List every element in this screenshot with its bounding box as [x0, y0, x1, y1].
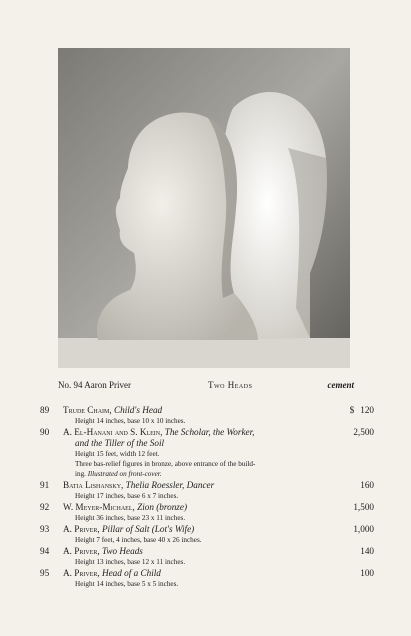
sculpture-image	[58, 48, 350, 368]
entry-details: Height 7 feet, 4 inches, base 40 x 26 inches.	[75, 536, 202, 544]
entry-title-line	[63, 427, 322, 438]
entry-number: 95	[40, 568, 50, 578]
entry-work: Two Heads	[101, 546, 143, 556]
entry-number: 94	[40, 546, 50, 556]
catalog-entry-90	[40, 427, 374, 479]
price-value: 120	[360, 405, 374, 415]
entry-price: 1,500	[353, 502, 374, 512]
caption-artist: Aaron Priver	[84, 380, 132, 390]
entry-work: Thelia Roessler, Dancer	[125, 480, 215, 490]
entry-work: Zion (bronze)	[137, 502, 188, 512]
entry-title-line	[63, 546, 322, 557]
entry-work: The Scholar, the Worker,	[164, 427, 255, 437]
catalog-entry-91	[40, 480, 374, 501]
entry-price: 100	[360, 568, 374, 578]
entry-artist: A. Priver,	[63, 524, 100, 534]
entry-details: Height 14 inches, base 10 x 10 inches.	[75, 417, 186, 425]
entry-title-line	[63, 480, 322, 491]
entry-artist: A. Priver,	[63, 568, 100, 578]
entry-work: Child's Head	[113, 405, 163, 415]
catalog-entry-89	[40, 405, 374, 426]
entry-details-3b: Illustrated on front-cover.	[87, 470, 162, 478]
sculpture-photograph	[58, 48, 350, 368]
caption-number: No. 94	[58, 380, 83, 390]
entry-title-line	[63, 405, 322, 416]
entry-details: Height 13 inches, base 12 x 11 inches.	[75, 558, 186, 566]
entry-price: 2,500	[353, 427, 374, 437]
entry-title-continued	[63, 438, 322, 449]
entry-work: Head of a Child	[101, 568, 161, 578]
entry-body	[63, 568, 328, 589]
entry-title-line	[63, 502, 322, 513]
entry-title-line	[63, 568, 322, 579]
caption-medium: cement	[327, 380, 354, 390]
entry-details-2: Three bas-relief figures in bronze, above entrance of the build-	[75, 460, 256, 468]
price-currency: $	[349, 405, 355, 415]
entry-body	[63, 502, 328, 523]
entry-artist: Batia Lishansky,	[63, 480, 124, 490]
entry-number: 92	[40, 502, 50, 512]
entry-artist: A. Priver,	[63, 546, 100, 556]
entry-details-3a: ing.	[75, 470, 86, 478]
plate-caption	[58, 380, 354, 390]
entry-work-continued: and the Tiller of the Soil	[75, 438, 165, 448]
entry-number: 93	[40, 524, 50, 534]
entry-price: 1,000	[353, 524, 374, 534]
entry-number: 90	[40, 427, 50, 437]
entry-details-3	[63, 469, 322, 479]
entry-details: Height 14 inches, base 5 x 5 inches.	[75, 580, 179, 588]
entry-title-line	[63, 524, 322, 535]
catalog-entry-94	[40, 546, 374, 567]
entry-artist: A. El-Hanani and S. Klein,	[63, 427, 163, 437]
catalog-entry-95	[40, 568, 374, 589]
entry-details: Height 15 feet, width 12 feet.	[75, 450, 160, 458]
entry-body	[63, 480, 328, 501]
entry-body	[63, 405, 328, 426]
entry-number: 91	[40, 480, 50, 490]
entry-price	[328, 405, 374, 415]
entry-artist: Trude Chaim,	[63, 405, 112, 415]
catalog-entry-93	[40, 524, 374, 545]
catalog-entry-92	[40, 502, 374, 523]
entry-price: 160	[360, 480, 374, 490]
entry-artist: W. Meyer-Michael,	[63, 502, 135, 512]
entry-work: Pillar of Salt (Lot's Wife)	[101, 524, 195, 534]
entry-price: 140	[360, 546, 374, 556]
entry-details: Height 36 inches, base 23 x 11 inches.	[75, 514, 186, 522]
entry-body	[63, 524, 328, 545]
entry-body	[63, 427, 328, 479]
entry-number: 89	[40, 405, 50, 415]
catalog-entries	[40, 405, 374, 590]
caption-number-artist	[58, 380, 208, 390]
entry-details: Height 17 inches, base 6 x 7 inches.	[75, 492, 179, 500]
entry-body	[63, 546, 328, 567]
caption-title: Two Heads	[208, 380, 253, 390]
